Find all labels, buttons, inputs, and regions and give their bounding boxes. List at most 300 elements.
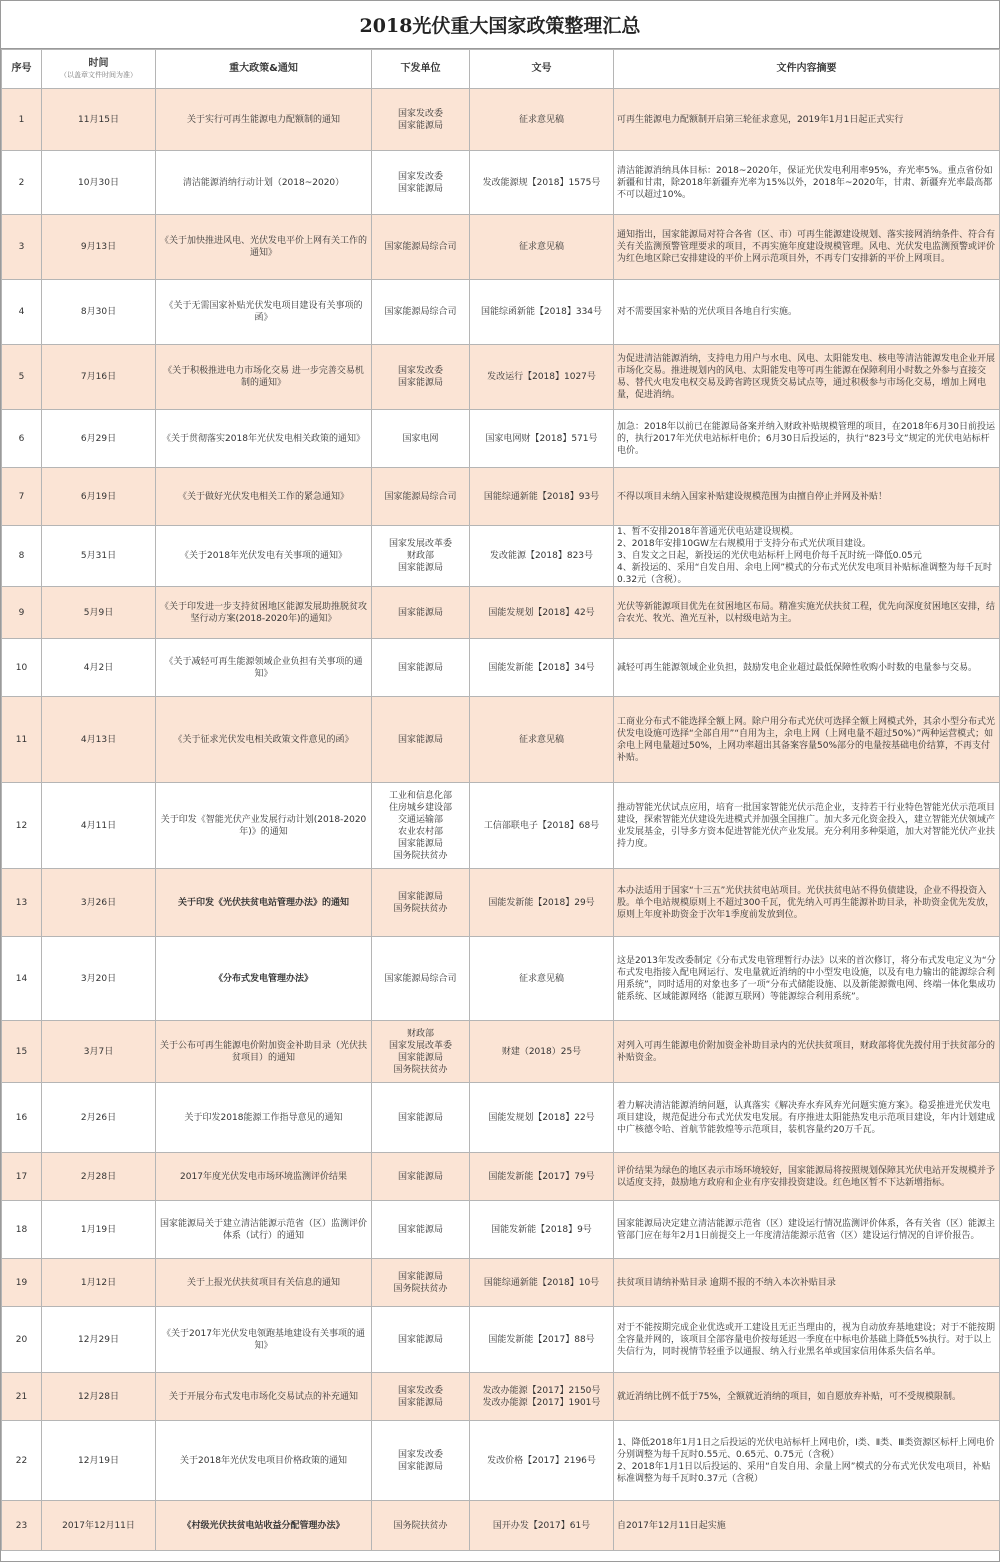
- row-no-cell: [2, 1083, 42, 1153]
- row-time-cell: [42, 937, 156, 1021]
- table-row: [2, 1421, 1000, 1501]
- row-unit-cell: [372, 783, 470, 869]
- row-time-cell-text: 7月16日: [80, 372, 117, 382]
- table-row: [2, 587, 1000, 639]
- row-docno-cell-text: 发改办能源【2017】1901号: [482, 1397, 601, 1408]
- row-time-cell: [42, 1201, 156, 1259]
- row-docno-cell-text: 征求意见稿: [518, 114, 564, 125]
- row-time-cell-text: 12月29日: [78, 1334, 119, 1345]
- row-unit-cell: [372, 1083, 470, 1153]
- row-unit-cell-text: 国家能源局: [397, 563, 443, 573]
- row-no-cell-text: 12: [15, 820, 28, 831]
- row-time-cell: [42, 783, 156, 869]
- row-policy-cell-text: 《关于2018年光伏发电有关事项的通知》: [180, 551, 347, 561]
- row-unit-cell-text: 国家发改委: [397, 366, 443, 376]
- row-no-cell: [2, 697, 42, 783]
- row-policy-cell-text: 关于印发《智能光伏产业发展行动计划(2018-2020年)》的通知: [160, 814, 367, 837]
- row-no-cell: [2, 410, 42, 468]
- row-summary-cell-text: 2、2018年1月1日以后投运的、采用“自发自用、余量上网”模式的分布式光伏发电项目，补贴标准调整为每千瓦时0.37元（含税）: [617, 1461, 991, 1484]
- row-summary-cell-text: 2、2018年安排10GW左右规模用于支持分布式光伏项目建设。: [617, 539, 871, 549]
- table-body: [2, 89, 1000, 1551]
- row-docno-cell: [470, 1501, 614, 1551]
- row-summary-cell: [614, 215, 1000, 280]
- row-no-cell-text: 18: [15, 1224, 28, 1235]
- row-policy-cell-text: 《村级光伏扶贫电站收益分配管理办法》: [182, 1520, 345, 1531]
- row-unit-cell-text: 国家能源局: [397, 734, 443, 745]
- table-row: [2, 1201, 1000, 1259]
- row-docno-cell-text: 国能发规划【2018】22号: [488, 1112, 595, 1123]
- table-row: [2, 345, 1000, 410]
- row-unit-cell: [372, 1201, 470, 1259]
- row-summary-cell: [614, 280, 1000, 345]
- header-time-label: 时间: [88, 58, 109, 69]
- row-docno-cell-text: 国能发新能【2018】34号: [488, 662, 595, 673]
- row-docno-cell: [470, 345, 614, 410]
- row-unit-cell: [372, 468, 470, 526]
- row-summary-cell-text: 这是2013年发改委制定《分布式发电管理暂行办法》以来的首次修订，将分布式发电定义为“分布式发电指接入配电网运行、发电量就近消纳的中小型发电设施，以及有电力输出的能源综合利用系统”，同时适用的对象也多了一项“分布式储能设施、以及新能源微电网、终端一体化集成功能系统、区域能源网络（能源互联网）等能源综合利用系统”。: [617, 955, 996, 1002]
- row-no-cell-text: 11: [15, 734, 28, 745]
- row-unit-cell-text: 交通运输部: [397, 814, 443, 825]
- row-unit-cell-text: 国务院扶贫办: [393, 1283, 448, 1294]
- row-docno-cell-text: 国家电网财【2018】571号: [485, 433, 598, 444]
- table-row: [2, 1021, 1000, 1083]
- row-docno-cell-text: 国能综通新能【2018】93号: [483, 491, 600, 502]
- row-no-cell-text: 20: [15, 1334, 28, 1345]
- table-row: [2, 280, 1000, 345]
- row-time-cell: [42, 1307, 156, 1373]
- row-summary-cell-text: 通知指出，国家能源局对符合各省（区、市）可再生能源建设规划、落实接网消纳条件、符合有关有关监测预警管理要求的项目，不再实施年度建设规模管理。风电、光伏发电监测预警或评价为红色地区除已安排建设的平价上网示范项目外，不再专门安排新的平价上网项目。: [617, 230, 996, 264]
- row-no-cell: [2, 1373, 42, 1421]
- row-time-cell: [42, 1021, 156, 1083]
- row-unit-cell-text: 国家能源局综合司: [384, 491, 457, 502]
- row-unit-cell: [372, 1501, 470, 1551]
- row-no-cell: [2, 639, 42, 697]
- row-summary-cell-text: 国家能源局决定建立清洁能源示范省（区）建设运行情况监测评价体系，各有关省（区）能源主管部门应在每年2月1日前提交上一年度清洁能源示范省（区）建设运行情况的自评价报告。: [617, 1218, 996, 1241]
- row-summary-cell-text: 4、新投运的、采用“自发自用、余电上网”模式的分布式光伏发电项目补贴标准调整为每千瓦时0.32元（含税）。: [617, 563, 993, 585]
- table-row: [2, 89, 1000, 151]
- row-docno-cell: [470, 89, 614, 151]
- row-time-cell-text: 5月31日: [80, 551, 117, 561]
- table-row: [2, 1153, 1000, 1201]
- row-time-cell-text: 9月13日: [80, 242, 117, 252]
- row-no-cell: [2, 869, 42, 937]
- row-no-cell: [2, 1501, 42, 1551]
- row-unit-cell: [372, 1307, 470, 1373]
- row-docno-cell-text: 国能发新能【2017】88号: [488, 1334, 595, 1345]
- row-unit-cell-text: 国务院扶贫办: [393, 903, 448, 914]
- row-time-cell: [42, 1153, 156, 1201]
- row-time-cell: [42, 410, 156, 468]
- row-unit-cell-text: 国家能源局: [397, 1397, 443, 1408]
- row-time-cell-text: 12月28日: [78, 1391, 119, 1402]
- row-time-cell-text: 12月19日: [78, 1455, 119, 1466]
- row-docno-cell-text: 工信部联电子【2018】68号: [483, 820, 600, 831]
- row-no-cell: [2, 587, 42, 639]
- row-summary-cell: [614, 1501, 1000, 1551]
- row-time-cell: [42, 587, 156, 639]
- row-docno-cell-text: 国能发新能【2018】9号: [491, 1224, 592, 1235]
- row-summary-cell: [614, 1373, 1000, 1421]
- row-time-cell-text: 8月30日: [80, 307, 117, 317]
- row-unit-cell: [372, 1373, 470, 1421]
- row-time-cell-text: 1月19日: [80, 1224, 117, 1235]
- row-unit-cell-text: 住房城乡建设部: [388, 802, 452, 813]
- row-no-cell: [2, 468, 42, 526]
- row-summary-cell: [614, 410, 1000, 468]
- row-docno-cell: [470, 697, 614, 783]
- row-policy-cell: [156, 1201, 372, 1259]
- row-docno-cell-text: 征求意见稿: [518, 242, 564, 252]
- row-unit-cell-text: 财政部: [406, 1028, 434, 1039]
- row-unit-cell: [372, 639, 470, 697]
- table-row: [2, 697, 1000, 783]
- row-time-cell: [42, 1259, 156, 1307]
- row-summary-cell: [614, 1259, 1000, 1307]
- row-unit-cell: [372, 89, 470, 151]
- row-docno-cell-text: 发改能源规【2018】1575号: [482, 177, 601, 188]
- row-time-cell: [42, 468, 156, 526]
- row-no-cell-text: 7: [18, 491, 25, 502]
- row-summary-cell-text: 着力解决清洁能源消纳问题，认真落实《解决弃水弃风弃光问题实施方案》。稳妥推进光伏发电项目建设，规范促进分布式光伏发电发展。有序推进太阳能热发电示范项目建设，年内计划建成中广核德令哈、首航节能敦煌等示范项目，装机容量约20万千瓦。: [617, 1100, 996, 1135]
- row-unit-cell-text: 国家能源局: [397, 607, 443, 618]
- row-docno-cell: [470, 639, 614, 697]
- row-summary-cell-text: 1、暂不安排2018年普通光伏电站建设规模。: [617, 527, 799, 537]
- row-no-cell: [2, 1021, 42, 1083]
- row-unit-cell-text: 国家发改委: [397, 1385, 443, 1396]
- row-unit-cell: [372, 1153, 470, 1201]
- row-time-cell-text: 2月28日: [80, 1171, 117, 1182]
- table-row: [2, 1083, 1000, 1153]
- row-unit-cell: [372, 215, 470, 280]
- header-unit: 下发单位: [372, 50, 470, 89]
- row-no-cell: [2, 1259, 42, 1307]
- policy-table: [1, 49, 1000, 1551]
- row-time-cell-text: 5月9日: [83, 607, 114, 618]
- table-row: [2, 215, 1000, 280]
- row-no-cell-text: 19: [15, 1277, 28, 1288]
- row-policy-cell: [156, 1153, 372, 1201]
- row-unit-cell: [372, 587, 470, 639]
- row-time-cell-text: 11月15日: [78, 114, 119, 125]
- row-unit-cell-text: 财政部: [406, 551, 434, 561]
- row-summary-cell: [614, 697, 1000, 783]
- row-docno-cell: [470, 783, 614, 869]
- row-policy-cell-text: 关于实行可再生能源电力配额制的通知: [186, 114, 340, 125]
- row-unit-cell-text: 国家能源局: [397, 378, 443, 388]
- row-unit-cell-text: 国家能源局: [397, 1224, 443, 1235]
- table-row: [2, 410, 1000, 468]
- table-row: [2, 869, 1000, 937]
- row-summary-cell: [614, 869, 1000, 937]
- row-unit-cell-text: 国家能源局: [397, 891, 443, 902]
- row-summary-cell: [614, 468, 1000, 526]
- table-row: [2, 1259, 1000, 1307]
- row-docno-cell: [470, 1421, 614, 1501]
- row-policy-cell: [156, 151, 372, 215]
- row-docno-cell: [470, 280, 614, 345]
- row-summary-cell-text: 工商业分布式不能选择全额上网。除户用分布式光伏可选择全额上网模式外，其余小型分布式光伏发电设施可选择“全部自用”“自用为主，余电上网（上网电量不超过50%）”两种运营模式；如余电上网电量超过50%，上网功率超出其备案容量50%部分的电量按基础电价结算，不再支付补贴。: [617, 716, 996, 763]
- table-header-row: [2, 50, 1000, 89]
- row-unit-cell: [372, 280, 470, 345]
- row-policy-cell: [156, 1373, 372, 1421]
- row-summary-cell-text: 光伏等新能源项目优先在贫困地区布局。精准实施光伏扶贫工程，优先向深度贫困地区安排，结合农光、牧光、渔光互补，以村级电站为主。: [617, 601, 996, 624]
- row-unit-cell-text: 国家发展改革委: [388, 539, 452, 549]
- row-time-cell: [42, 1083, 156, 1153]
- row-unit-cell: [372, 1421, 470, 1501]
- table-row: [2, 937, 1000, 1021]
- row-docno-cell-text: 国开办发【2017】61号: [492, 1520, 591, 1531]
- row-policy-cell-text: 《关于加快推进风电、光伏发电平价上网有关工作的通知》: [159, 236, 367, 258]
- row-policy-cell: [156, 526, 372, 587]
- row-no-cell-text: 13: [15, 897, 28, 908]
- row-unit-cell-text: 国家能源局综合司: [384, 242, 457, 252]
- row-unit-cell: [372, 697, 470, 783]
- row-no-cell: [2, 783, 42, 869]
- row-docno-cell: [470, 151, 614, 215]
- row-no-cell-text: 22: [15, 1455, 28, 1466]
- document-title: 2018光伏重大国家政策整理汇总: [1, 1, 999, 49]
- row-policy-cell-text: 国家能源局关于建立清洁能源示范省（区）监测评价体系（试行）的通知: [159, 1218, 367, 1241]
- row-no-cell: [2, 215, 42, 280]
- row-docno-cell-text: 征求意见稿: [518, 734, 564, 745]
- row-unit-cell-text: 国家能源局: [397, 1271, 443, 1282]
- row-no-cell-text: 5: [18, 372, 25, 382]
- row-docno-cell-text: 国能综通新能【2018】10号: [483, 1277, 600, 1288]
- row-docno-cell: [470, 1307, 614, 1373]
- row-docno-cell-text: 发改价格【2017】2196号: [487, 1455, 596, 1466]
- row-docno-cell: [470, 587, 614, 639]
- row-summary-cell: [614, 1201, 1000, 1259]
- row-summary-cell-text: 可再生能源电力配额制开启第三轮征求意见，2019年1月1日起正式实行: [617, 114, 904, 125]
- row-unit-cell-text: 国务院扶贫办: [393, 1064, 448, 1075]
- row-time-cell: [42, 215, 156, 280]
- row-summary-cell: [614, 1421, 1000, 1501]
- row-no-cell-text: 21: [15, 1391, 28, 1402]
- row-policy-cell: [156, 1021, 372, 1083]
- table-row: [2, 1501, 1000, 1551]
- row-summary-cell: [614, 1021, 1000, 1083]
- row-unit-cell-text: 工业和信息化部: [388, 790, 452, 801]
- row-no-cell-text: 8: [18, 551, 25, 561]
- row-policy-cell-text: 《分布式发电管理办法》: [213, 973, 313, 984]
- row-no-cell-text: 16: [15, 1112, 28, 1123]
- row-policy-cell: [156, 1501, 372, 1551]
- row-docno-cell: [470, 1021, 614, 1083]
- row-policy-cell: [156, 1083, 372, 1153]
- row-summary-cell: [614, 1083, 1000, 1153]
- row-policy-cell-text: 《关于征求光伏发电相关政策文件意见的函》: [173, 734, 354, 745]
- row-summary-cell-text: 不得以项目未纳入国家补贴建设规模范围为由擅自停止并网及补贴！: [617, 491, 888, 502]
- row-summary-cell-text: 对列入可再生能源电价附加资金补助目录内的光伏扶贫项目，财政部将优先拨付用于扶贫部分的补贴资金。: [617, 1040, 996, 1063]
- row-no-cell: [2, 937, 42, 1021]
- row-summary-cell-text: 清洁能源消纳具体目标：2018~2020年，保证光伏发电利用率95%，弃光率5%。重点省份如新疆和甘肃，除2018年新疆弃光率为15%以外，2018年~2020年，甘肃、新疆弃光率最高都不可以超过10%。: [617, 165, 993, 200]
- row-unit-cell-text: 国家发展改革委: [388, 1040, 452, 1051]
- row-policy-cell-text: 2017年度光伏发电市场环境监测评价结果: [180, 1171, 347, 1182]
- row-policy-cell: [156, 697, 372, 783]
- table-row: [2, 639, 1000, 697]
- row-docno-cell-text: 发改运行【2018】1027号: [487, 372, 596, 382]
- row-policy-cell: [156, 410, 372, 468]
- row-summary-cell-text: 本办法适用于国家“十三五”光伏扶贫电站项目。光伏扶贫电站不得负债建设，企业不得投资入股。单个电站规模原则上不超过300千瓦，优先纳入可再生能源补助目录，补助资金优先发放，原则上年度补助资金于次年1季度前发放到位。: [617, 885, 995, 920]
- row-no-cell-text: 2: [18, 177, 25, 188]
- row-docno-cell: [470, 215, 614, 280]
- row-summary-cell-text: 自2017年12月11日起实施: [617, 1520, 726, 1531]
- row-unit-cell-text: 国家能源局综合司: [384, 307, 457, 317]
- row-unit-cell-text: 国家能源局: [397, 183, 443, 194]
- row-unit-cell-text: 国家能源局: [397, 1461, 443, 1472]
- row-docno-cell-text: 国能发新能【2018】29号: [488, 897, 595, 908]
- row-time-cell-text: 3月20日: [80, 973, 117, 984]
- row-time-cell-text: 10月30日: [78, 177, 119, 188]
- row-docno-cell: [470, 1153, 614, 1201]
- row-no-cell: [2, 1153, 42, 1201]
- header-policy: 重大政策&通知: [156, 50, 372, 89]
- row-time-cell: [42, 697, 156, 783]
- row-no-cell-text: 3: [18, 242, 25, 252]
- row-policy-cell-text: 《关于无需国家补贴光伏发电项目建设有关事项的函》: [164, 301, 363, 323]
- row-summary-cell: [614, 1153, 1000, 1201]
- row-unit-cell-text: 国务院扶贫办: [393, 850, 448, 861]
- table-row: [2, 783, 1000, 869]
- row-time-cell-text: 3月7日: [83, 1046, 114, 1057]
- table-row: [2, 151, 1000, 215]
- row-summary-cell-text: 3、自发文之日起，新投运的光伏电站标杆上网电价每千瓦时统一降低0.05元: [617, 551, 922, 561]
- row-policy-cell-text: 《关于印发进一步支持贫困地区能源发展助推脱贫攻坚行动方案(2018-2020年)的通知》: [159, 601, 367, 624]
- row-docno-cell: [470, 526, 614, 587]
- row-unit-cell-text: 国家能源局: [397, 1052, 443, 1063]
- row-unit-cell-text: 国家发改委: [397, 108, 443, 119]
- row-unit-cell-text: 国家能源局综合司: [384, 973, 457, 984]
- header-summary: 文件内容摘要: [614, 50, 1000, 89]
- row-policy-cell-text: 《关于积极推进电力市场化交易 进一步完善交易机制的通知》: [163, 366, 364, 388]
- row-unit-cell: [372, 1021, 470, 1083]
- row-summary-cell-text: 扶贫项目请纳补贴目录 逾期不报的不纳入本次补贴目录: [617, 1277, 836, 1288]
- row-policy-cell-text: 关于上报光伏扶贫项目有关信息的通知: [186, 1277, 340, 1288]
- row-no-cell: [2, 1201, 42, 1259]
- row-policy-cell: [156, 89, 372, 151]
- table-row: [2, 468, 1000, 526]
- row-summary-cell-text: 1、降低2018年1月1日之后投运的光伏电站标杆上网电价，Ⅰ类、Ⅱ类、Ⅲ类资源区标杆上网电价分别调整为每千瓦时0.55元、0.65元、0.75元（含税）: [617, 1437, 995, 1460]
- row-time-cell-text: 6月29日: [80, 433, 117, 444]
- row-time-cell: [42, 1373, 156, 1421]
- row-policy-cell-text: 关于印发《光伏扶贫电站管理办法》的通知: [177, 897, 349, 908]
- row-policy-cell-text: 清洁能源消纳行动计划（2018~2020）: [182, 177, 345, 188]
- header-docno: 文号: [470, 50, 614, 89]
- row-time-cell-text: 4月2日: [83, 662, 114, 673]
- row-summary-cell: [614, 937, 1000, 1021]
- row-summary-cell: [614, 1307, 1000, 1373]
- row-docno-cell: [470, 1373, 614, 1421]
- row-unit-cell: [372, 1259, 470, 1307]
- row-summary-cell-text: 对于不能按期完成企业优选或开工建设且无正当理由的，视为自动放弃基地建设；对于不能按期全容量并网的，该项目全部容量电价按每延迟一季度在中标电价基础上降低5%执行。对于以上失信行为，同时视情节轻重予以通报、纳入行业黑名单或国家信用体系失信名单。: [617, 1322, 996, 1357]
- row-docno-cell: [470, 1201, 614, 1259]
- row-unit-cell-text: 国家能源局: [397, 838, 443, 849]
- row-docno-cell: [470, 410, 614, 468]
- row-summary-cell-text: 评价结果为绿色的地区表示市场环境较好，国家能源局将按照规划保障其光伏电站开发规模并予以适度支持，鼓励地方政府和企业有序安排投资建设。红色地区暂不下达新增指标。: [617, 1165, 996, 1188]
- row-unit-cell-text: 国务院扶贫办: [393, 1520, 448, 1531]
- row-no-cell: [2, 1307, 42, 1373]
- row-time-cell: [42, 526, 156, 587]
- row-time-cell: [42, 89, 156, 151]
- row-policy-cell: [156, 937, 372, 1021]
- row-no-cell: [2, 280, 42, 345]
- row-no-cell: [2, 89, 42, 151]
- row-unit-cell-text: 国家发改委: [397, 1449, 443, 1460]
- row-docno-cell-text: 国能发新能【2017】79号: [488, 1171, 595, 1182]
- row-policy-cell-text: 《关于2017年光伏发电领跑基地建设有关事项的通知》: [162, 1328, 365, 1351]
- row-summary-cell-text: 就近消纳比例不低于75%，全额就近消纳的项目，如自愿放弃补贴，可不受规模限制。: [617, 1391, 962, 1402]
- row-summary-cell: [614, 345, 1000, 410]
- row-policy-cell-text: 关于公布可再生能源电价附加资金补助目录（光伏扶贫项目）的通知: [159, 1040, 367, 1063]
- row-docno-cell-text: 发改办能源【2017】2150号: [482, 1385, 601, 1396]
- row-summary-cell-text: 对不需要国家补贴的光伏项目各地自行实施。: [617, 307, 798, 317]
- row-summary-cell-text: 推动智能光伏试点应用，培育一批国家智能光伏示范企业，支持若干行业特色智能光伏示范项目建设，探索智能光伏建设先进模式并加强全国推广。加大多元化资金投入，建立智能光伏领域产业发展基金，引导多方资本促进智能光伏产业发展。充分利用多种渠道，加大对智能光伏产业扶持力度。: [617, 802, 996, 849]
- row-docno-cell-text: 财建（2018）25号: [501, 1046, 582, 1057]
- row-no-cell-text: 17: [15, 1171, 28, 1182]
- row-unit-cell-text: 农业农村部: [397, 826, 443, 837]
- row-policy-cell: [156, 1421, 372, 1501]
- row-time-cell-text: 3月26日: [80, 897, 117, 908]
- row-time-cell: [42, 869, 156, 937]
- table-row: [2, 526, 1000, 587]
- row-summary-cell-text: 加急：2018年以前已在能源局备案并纳入财政补贴规模管理的项目，在2018年6月30日前投运的，执行2017年光伏电站标杆电价；6月30日后投运的，执行“823号文”规定的光伏电站标杆电价。: [617, 421, 995, 456]
- row-time-cell-text: 4月11日: [80, 820, 117, 831]
- row-policy-cell-text: 关于2018年光伏发电项目价格政策的通知: [180, 1455, 347, 1466]
- row-policy-cell: [156, 1307, 372, 1373]
- row-time-cell: [42, 1501, 156, 1551]
- row-docno-cell: [470, 937, 614, 1021]
- row-no-cell-text: 10: [15, 662, 28, 673]
- row-unit-cell: [372, 869, 470, 937]
- row-policy-cell: [156, 280, 372, 345]
- header-no: 序号: [2, 50, 42, 89]
- header-time: [42, 50, 156, 89]
- row-policy-cell: [156, 468, 372, 526]
- row-policy-cell: [156, 639, 372, 697]
- row-docno-cell-text: 国能发规划【2018】42号: [488, 607, 595, 618]
- row-docno-cell: [470, 1083, 614, 1153]
- row-policy-cell-text: 《关于减轻可再生能源领域企业负担有关事项的通知》: [164, 656, 363, 679]
- row-no-cell-text: 15: [15, 1046, 28, 1057]
- row-policy-cell-text: 《关于做好光伏发电相关工作的紧急通知》: [177, 491, 349, 502]
- row-unit-cell: [372, 151, 470, 215]
- row-time-cell-text: 2月26日: [80, 1112, 117, 1123]
- row-time-cell: [42, 151, 156, 215]
- row-policy-cell-text: 关于印发2018能源工作指导意见的通知: [184, 1112, 343, 1123]
- row-unit-cell: [372, 410, 470, 468]
- row-summary-cell: [614, 89, 1000, 151]
- row-unit-cell-text: 国家电网: [402, 433, 439, 444]
- row-policy-cell: [156, 783, 372, 869]
- row-no-cell-text: 4: [18, 307, 25, 317]
- row-time-cell: [42, 639, 156, 697]
- row-no-cell-text: 1: [18, 114, 25, 125]
- table-row: [2, 1307, 1000, 1373]
- row-docno-cell: [470, 468, 614, 526]
- row-summary-cell: [614, 587, 1000, 639]
- row-summary-cell-text: 减轻可再生能源领域企业负担，鼓励发电企业超过最低保障性收购小时数的电量参与交易。: [617, 662, 978, 673]
- row-unit-cell-text: 国家能源局: [397, 120, 443, 131]
- row-time-cell: [42, 280, 156, 345]
- row-summary-cell: [614, 526, 1000, 587]
- header-time-note: （以盖章文件时间为准）: [60, 71, 137, 79]
- row-summary-cell: [614, 151, 1000, 215]
- row-policy-cell: [156, 587, 372, 639]
- row-time-cell: [42, 345, 156, 410]
- row-policy-cell-text: 《关于贯彻落实2018年光伏发电相关政策的通知》: [162, 433, 365, 444]
- row-time-cell-text: 6月19日: [80, 491, 117, 502]
- row-policy-cell: [156, 1259, 372, 1307]
